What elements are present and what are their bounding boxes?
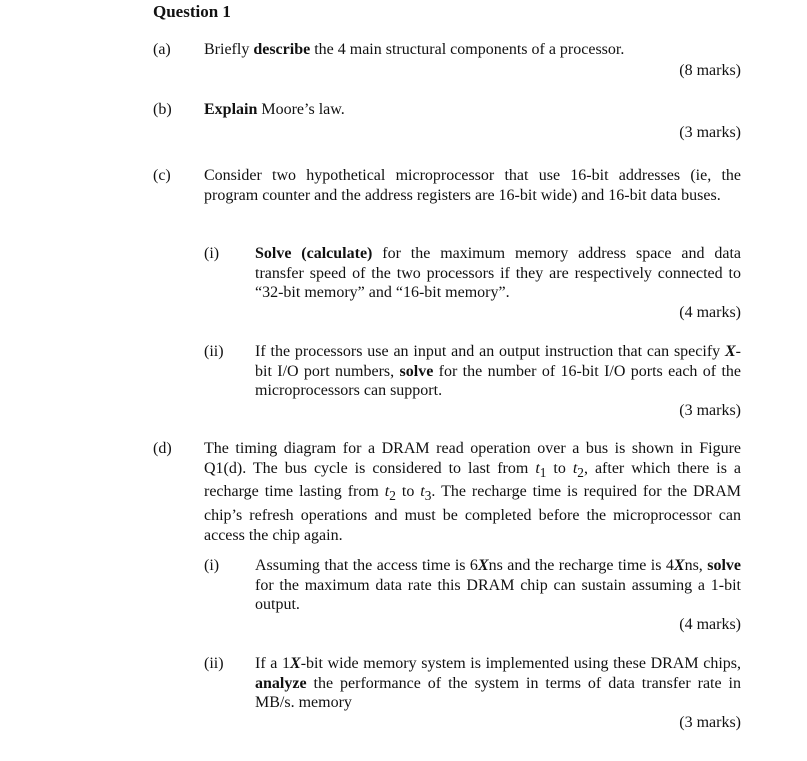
- part-c-i-marks: (4 marks): [679, 304, 741, 321]
- part-a-label: (a): [153, 41, 171, 58]
- part-d-ii-label: (ii): [204, 655, 224, 672]
- part-c-ii-marks: (3 marks): [679, 402, 741, 419]
- part-c-label: (c): [153, 167, 171, 184]
- part-c-i-text: Solve (calculate) for the maximum memory address space and data transfer speed of the two processors if they are respectively connected to “32-bit memory” and “16-bit memory”.: [255, 245, 741, 302]
- part-c-ii-label: (ii): [204, 343, 224, 360]
- part-d-i-label: (i): [204, 557, 220, 574]
- part-d-text: The timing diagram for a DRAM read operation over a bus is shown in Figure Q1(d). The bus cycle is considered to last from $t_1$ to $t_2$, after which there is a recharge time lasting from $t_2$ to $t_3$. The recharge time is required for the DRAM chip’s refresh operations and must be completed before the microprocessor can access the chip again.: [204, 440, 742, 544]
- part-d-i-text: Assuming that the access time is 6Xns and the recharge time is 4Xns, solve for the maximum data rate this DRAM chip can sustain assuming a 1-bit output.: [255, 557, 742, 614]
- part-d-ii-marks: (3 marks): [679, 714, 741, 731]
- part-b-label: (b): [153, 101, 172, 118]
- part-c-text: Consider two hypothetical microprocessor that use 16-bit addresses (ie, the program counter and the address registers are 16-bit wide) and 16-bit data buses.: [204, 167, 741, 204]
- part-b-text: Explain Moore’s law.: [204, 101, 345, 118]
- part-d-i-marks: (4 marks): [679, 616, 741, 633]
- part-a-text: Briefly describe the 4 main structural components of a processor.: [204, 41, 625, 58]
- part-b-marks: (3 marks): [679, 124, 741, 141]
- part-d-ii-text: If a 1X-bit wide memory system is implemented using these DRAM chips, analyze the performance of the system in terms of data transfer rate in MB/s. memory: [255, 655, 741, 712]
- part-d-label: (d): [153, 440, 172, 457]
- part-c-i-label: (i): [204, 245, 220, 262]
- part-c-ii-text: If the processors use an input and an output instruction that can specify X-bit I/O port numbers, solve for the number of 16-bit I/O ports each of the microprocessors can support.: [255, 343, 742, 400]
- question-title: Question 1: [153, 2, 231, 21]
- part-a-marks: (8 marks): [679, 62, 741, 79]
